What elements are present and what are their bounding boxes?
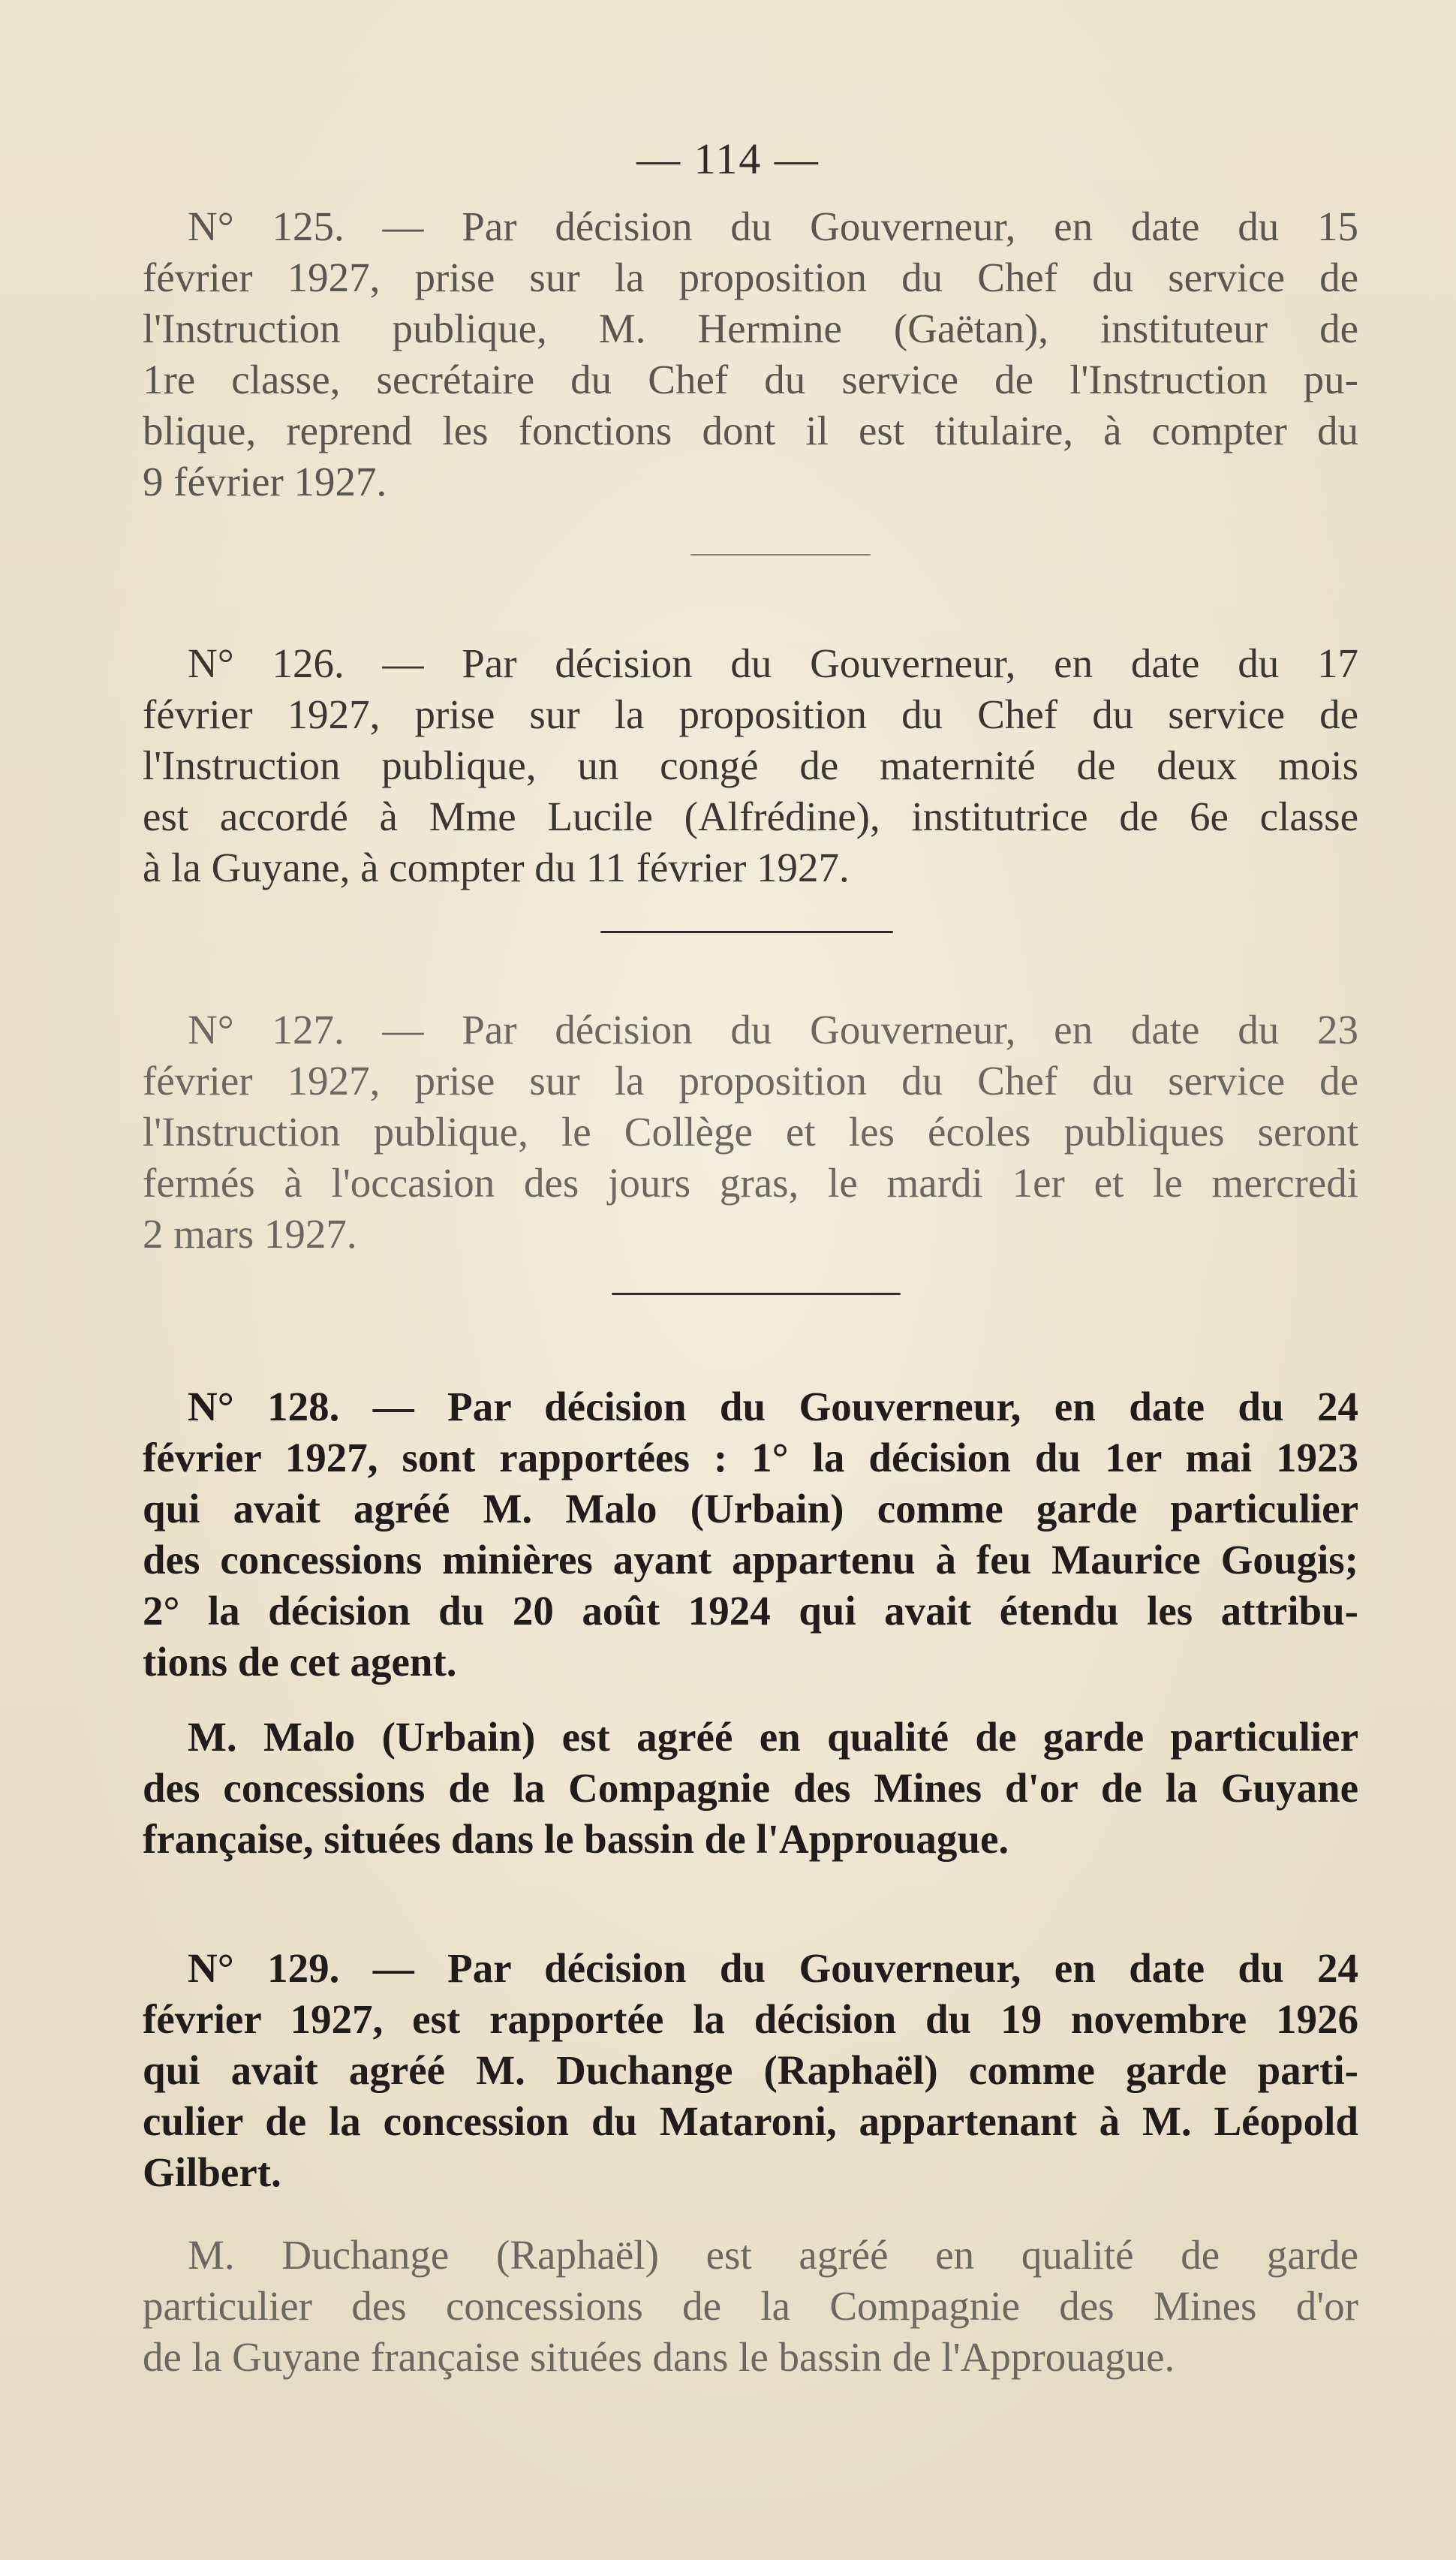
text-line: qui avait agréé M. Duchange (Raphaël) comme garde parti- [143,2047,1358,2093]
text-line: de la Guyane française situées dans le bassin de l'Approuague. [143,2334,1175,2380]
page-number: — 114 — [636,134,820,183]
text-line: N° 126. — Par décision du Gouverneur, en date du 17 [188,640,1358,686]
text-line: février 1927, est rapportée la décision du 19 novembre 1926 [143,1996,1358,2042]
text-line: février 1927, prise sur la proposition du Chef du service de [143,254,1358,300]
text-line: des concessions de la Compagnie des Mines d'or de la Guyane [143,1765,1358,1811]
decision-126 [143,638,1358,893]
text-line: particulier des concessions de la Compagnie des Mines d'or [143,2283,1358,2329]
text-line: l'Instruction publique, un congé de maternité de deux mois [143,742,1358,788]
text-line: N° 129. — Par décision du Gouverneur, en date du 24 [188,1945,1358,1991]
text-line: février 1927, prise sur la proposition du Chef du service de [143,691,1358,737]
text-line: 2 mars 1927. [143,1211,357,1257]
separator-rule [600,931,893,933]
separator-rule [690,554,871,556]
text-line: M. Malo (Urbain) est agréé en qualité de garde particulier [188,1714,1358,1760]
text-line: 2° la décision du 20 août 1924 qui avait étendu les attribu- [143,1588,1358,1634]
text-line: l'Instruction publique, le Collège et les écoles publiques seront [143,1109,1358,1155]
text-line: l'Instruction publique, M. Hermine (Gaëtan), instituteur de [143,306,1358,351]
separator-rule [612,1293,901,1295]
text-line: à la Guyane, à compter du 11 février 1927. [143,845,850,890]
text-line: 1re classe, secrétaire du Chef du service de l'Instruction pu- [143,357,1358,402]
text-line: 9 février 1927. [143,459,387,504]
decision-128 [143,1381,1358,1688]
text-line: française, situées dans le bassin de l'Approuague. [143,1816,1009,1862]
text-line: fermés à l'occasion des jours gras, le mardi 1er et le mercredi [143,1160,1358,1206]
text-line: tions de cet agent. [143,1639,457,1685]
text-line: février 1927, sont rapportées : 1° la décision du 1er mai 1923 [143,1435,1358,1480]
text-line: N° 127. — Par décision du Gouverneur, en date du 23 [188,1007,1358,1053]
decision-129-continuation [143,2230,1358,2383]
decision-129 [143,1943,1358,2198]
text-line: qui avait agréé M. Malo (Urbain) comme garde particulier [143,1486,1358,1531]
text-line: M. Duchange (Raphaël) est agréé en qualité de garde [188,2232,1358,2278]
text-line: est accordé à Mme Lucile (Alfrédine), institutrice de 6e classe [143,794,1358,839]
text-line: N° 125. — Par décision du Gouverneur, en date du 15 [188,203,1358,249]
text-line: Gilbert. [143,2149,281,2195]
decision-127 [143,1004,1358,1260]
text-line: février 1927, prise sur la proposition du Chef du service de [143,1058,1358,1104]
text-line: des concessions minières ayant appartenu à feu Maurice Gougis; [143,1537,1358,1583]
text-line: blique, reprend les fonctions dont il est titulaire, à compter du [143,408,1358,453]
decision-128-continuation [143,1712,1358,1865]
text-line: culier de la concession du Mataroni, appartenant à M. Léopold [143,2098,1358,2144]
text-line: N° 128. — Par décision du Gouverneur, en date du 24 [188,1384,1358,1429]
decision-125 [143,201,1358,507]
